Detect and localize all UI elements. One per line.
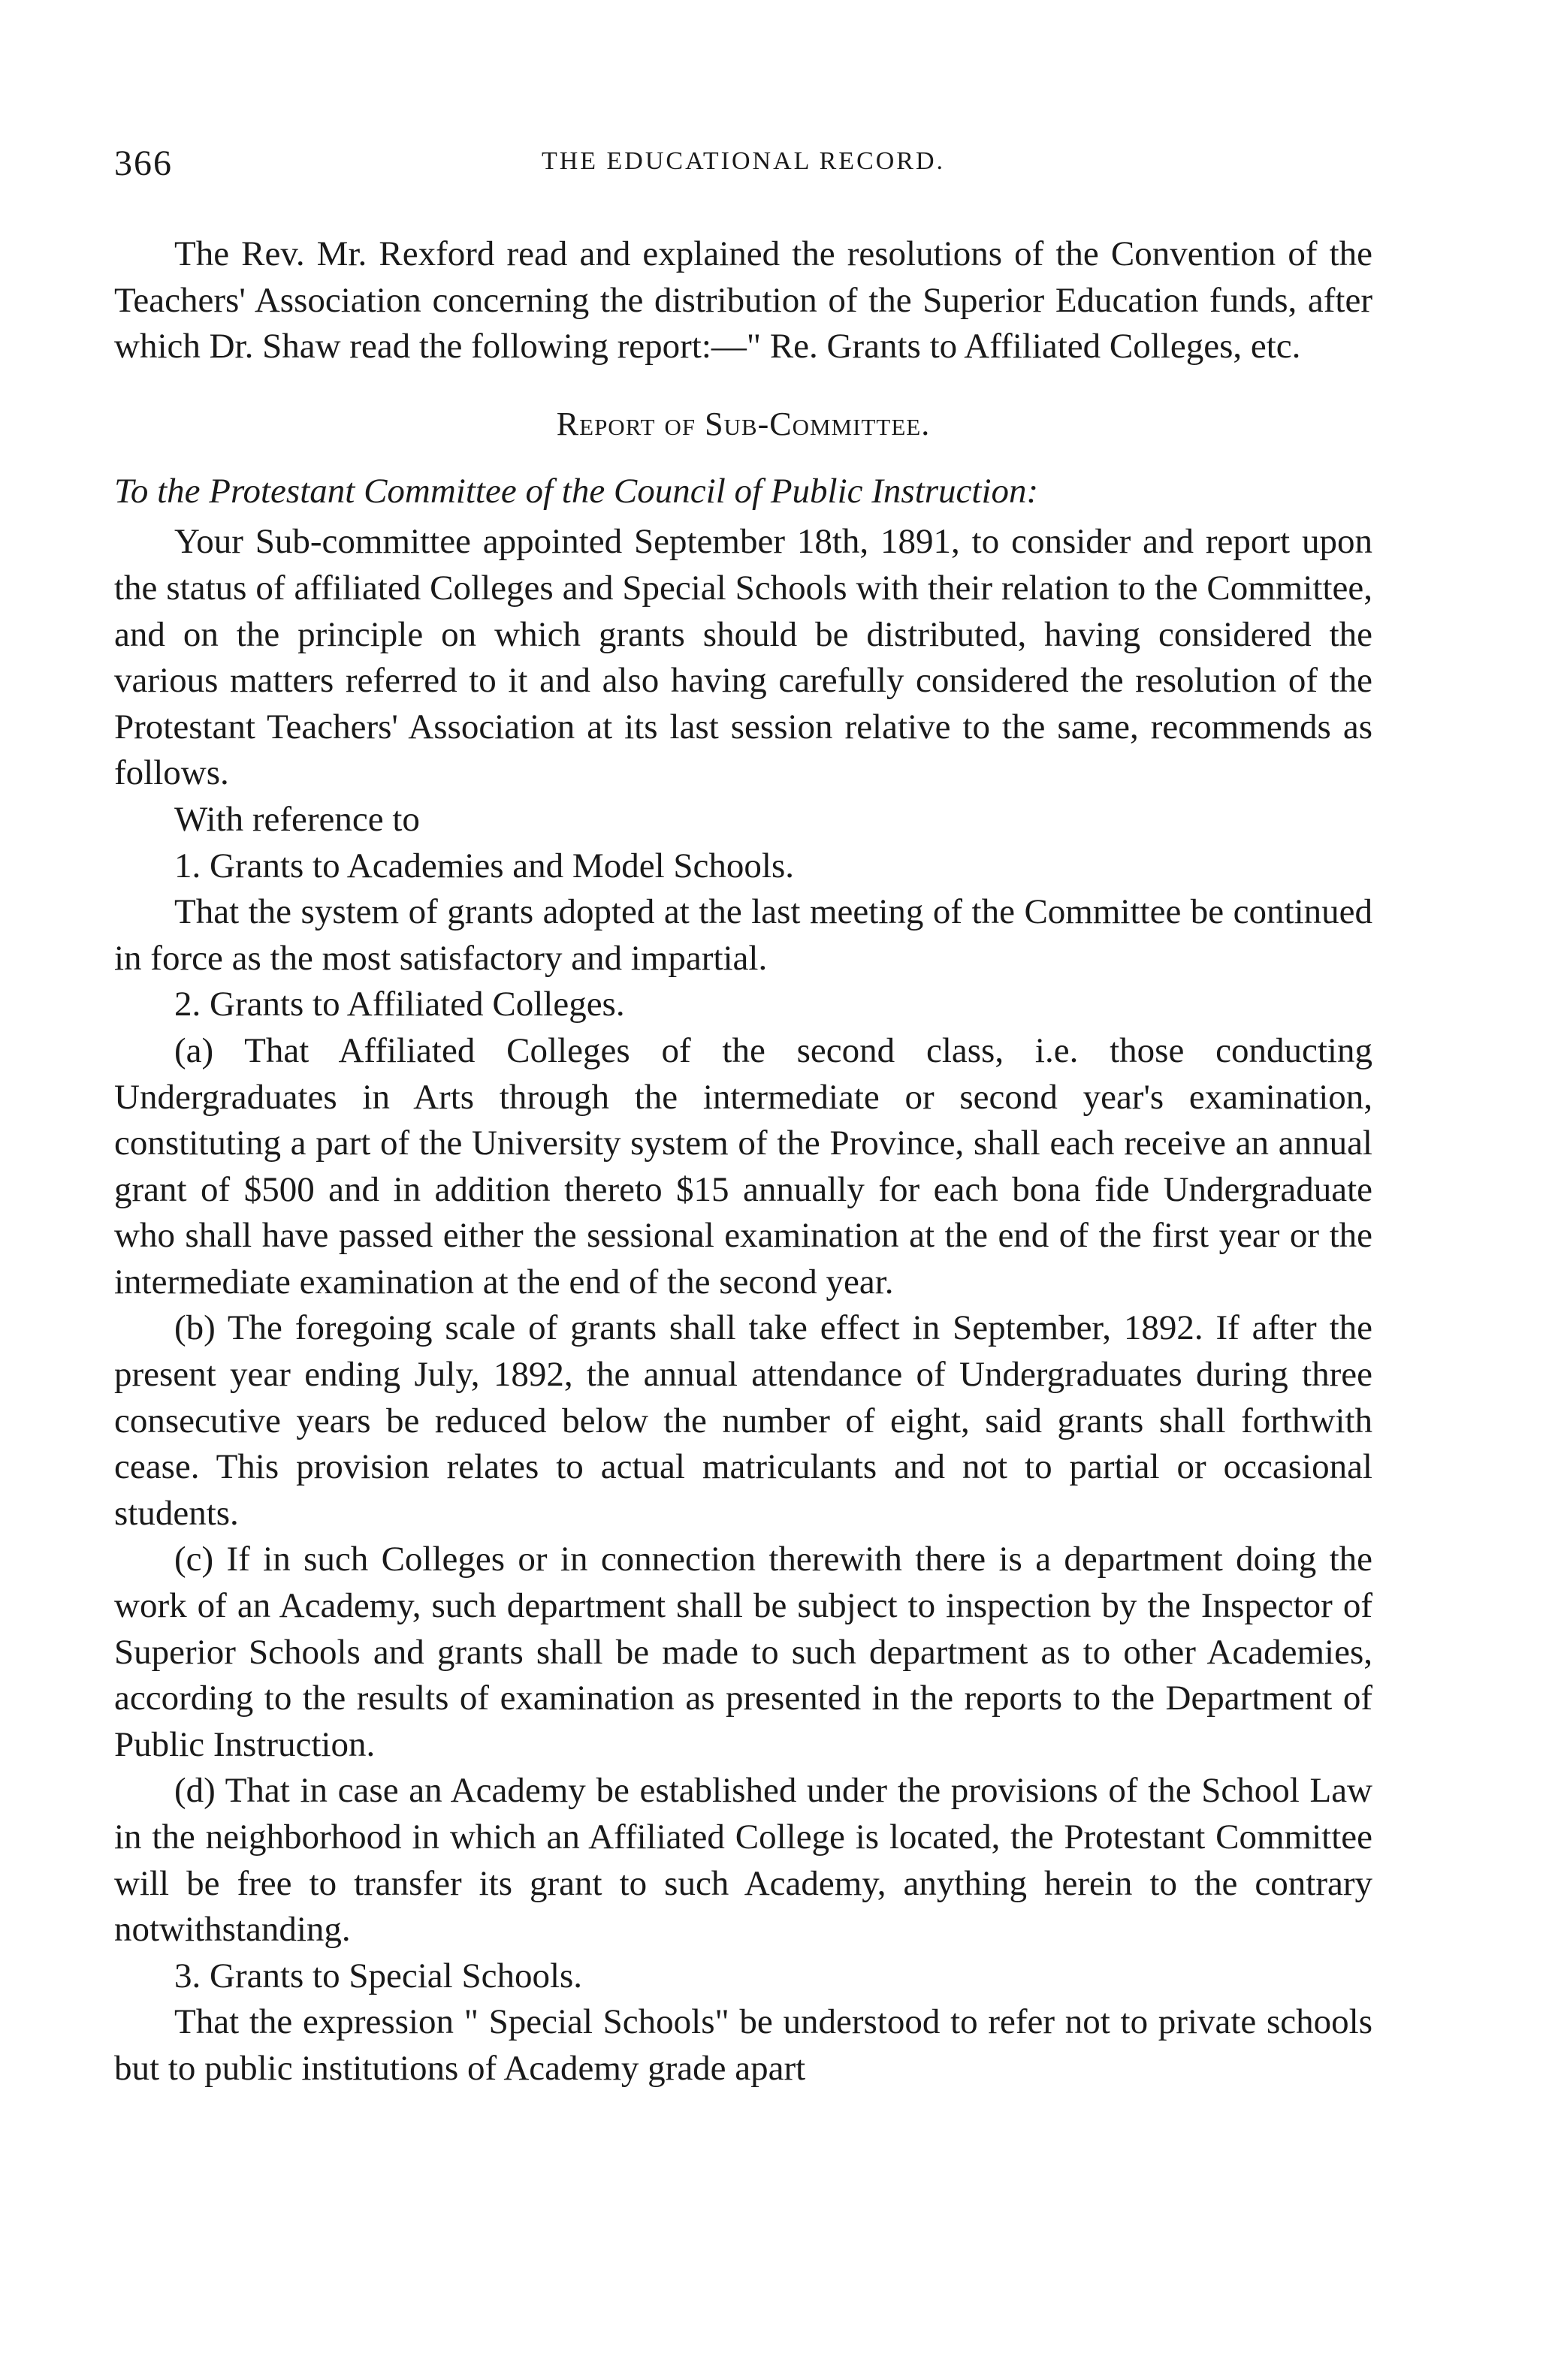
body-paragraph: Your Sub-committee appointed September 18th, 1891, to consider and report upon the status of affiliated Colleges and Special Schools with their relation to the Committee, and on the principle on which grants should be distributed, having considered the various matters referred to it and also having carefully considered the resolution of the Protestant Teachers' Association at its last session relative to the same, recommends as follows. xyxy=(114,522,1372,793)
body-paragraph: (b) The foregoing scale of grants shall take effect in September, 1892. If after the present year ending July, 1892, the annual attendance of Undergraduates during three consecutive years be reduced below the number of eight, said grants shall forthwith cease. This provision relates to actual matriculants and not to partial or occasional students. xyxy=(114,1308,1372,1533)
body-paragraph: That the expression " Special Schools" be understood to refer not to private schools but to public institutions of Academy grade apart xyxy=(114,2002,1372,2088)
body-paragraph: (d) That in case an Academy be established under the provisions of the School Law in the neighborhood in which an Affiliated College is located, the Protestant Committee will be free to transfer its grant to such Academy, anything herein to the contrary notwithstanding. xyxy=(114,1771,1372,1950)
body-paragraph: That the system of grants adopted at the last meeting of the Committee be continued in force as the most satisfactory and impartial. xyxy=(114,892,1372,978)
body-paragraph: 1. Grants to Academies and Model Schools. xyxy=(174,846,794,885)
intro-paragraph: The Rev. Mr. Rexford read and explained the resolutions of the Convention of the Teachers' Association concerning the distribution of the Superior Education funds, after which Dr. Shaw read the following report:—" Re. Grants to Affiliated Colleges, etc. xyxy=(114,234,1372,367)
report-body xyxy=(114,519,1372,2092)
body-paragraph: (c) If in such Colleges or in connection therewith there is a department doing the work of an Academy, such department shall be subject to inspection by the Inspector of Superior Schools and grants shall be made to such department as to other Academies, according to the results of examination as presented in the reports to the Department of Public Instruction. xyxy=(114,1540,1372,1764)
report-address: To the Protestant Committee of the Council of Public Instruction: xyxy=(114,471,1039,511)
text-column xyxy=(114,143,1372,2092)
body-paragraph: (a) That Affiliated Colleges of the second class, i.e. those conducting Undergraduates in Arts through the intermediate or second year's examination, constituting a part of the University system of the Province, shall each receive an annual grant of $500 and in addition thereto $15 annually for each bona fide Undergraduate who shall have passed either the sessional examination at the end of the first year or the intermediate examination at the end of the second year. xyxy=(114,1030,1372,1302)
running-title: THE EDUCATIONAL RECORD. xyxy=(541,147,946,175)
page-number: 366 xyxy=(114,143,173,183)
body-paragraph: 3. Grants to Special Schools. xyxy=(174,1956,583,1995)
body-paragraph: With reference to xyxy=(174,799,420,839)
page-header xyxy=(114,143,1372,188)
body-paragraph: 2. Grants to Affiliated Colleges. xyxy=(174,985,625,1024)
report-heading: Report of Sub-Committee. xyxy=(556,405,931,442)
